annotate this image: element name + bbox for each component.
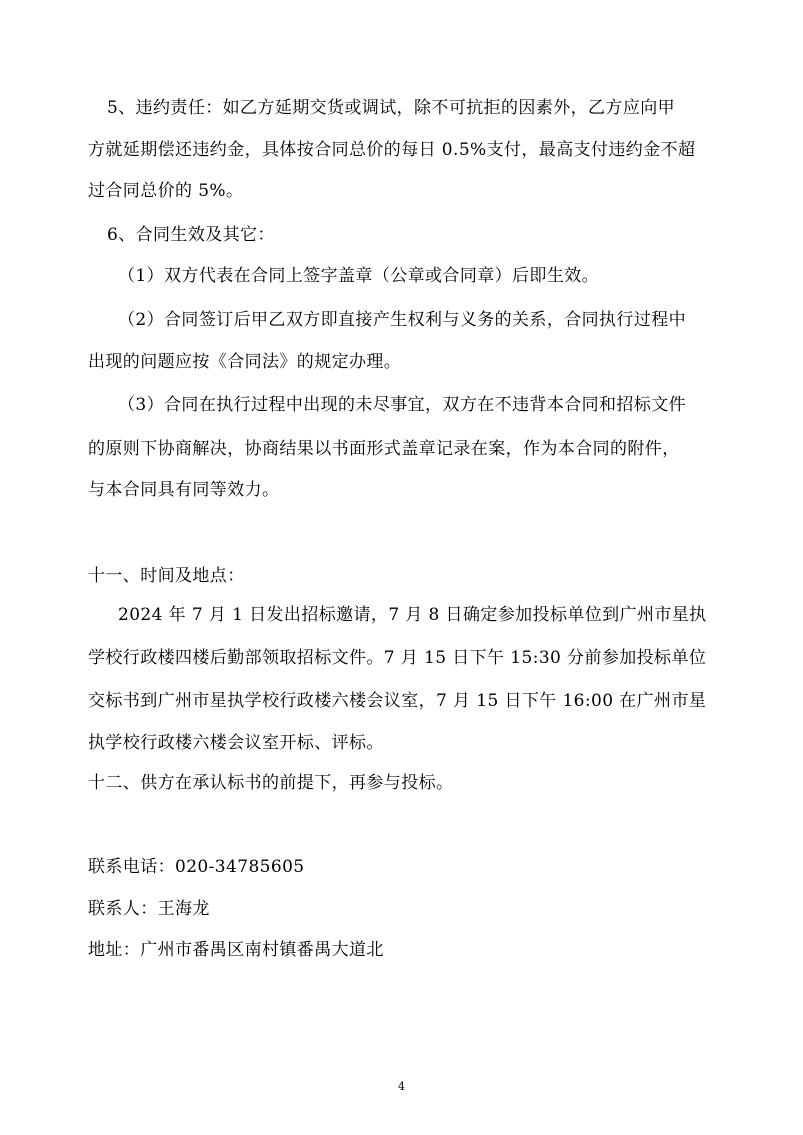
item5-line2: 方就延期偿还违约金，具体按合同总价的每日 0.5%支付，最高支付违约金不超 <box>88 140 696 160</box>
item6-sub3-line3: 与本合同具有同等效力。 <box>88 480 280 500</box>
item6-sub2-line1: （2）合同签订后甲乙双方即直接产生权利与义务的关系，合同执行过程中 <box>118 310 687 330</box>
section-eleven-line3: 交标书到广州市星执学校行政楼六楼会议室，7 月 15 日下午 16:00 在广州市星 <box>88 691 707 711</box>
item6-sub3-line1: （3）合同在执行过程中出现的未尽事宜，双方在不违背本合同和招标文件 <box>118 395 687 415</box>
contact-person: 联系人：王海龙 <box>88 899 210 919</box>
item6-sub1: （1）双方代表在合同上签字盖章（公章或合同章）后即生效。 <box>118 266 600 286</box>
contact-address: 地址：广州市番禺区南村镇番禺大道北 <box>88 940 384 960</box>
section-eleven-line2: 学校行政楼四楼后勤部领取招标文件。7 月 15 日下午 15:30 分前参加投标单位 <box>88 648 707 668</box>
item6-sub2-line2: 出现的问题应按《合同法》的规定办理。 <box>88 352 402 372</box>
section-eleven-heading: 十一、时间及地点： <box>88 566 245 586</box>
section-twelve-text: 十二、供方在承认标书的前提下，再参与投标。 <box>88 773 454 793</box>
section-eleven-line4: 执学校行政楼六楼会议室开标、评标。 <box>88 733 384 753</box>
section-eleven-line1: 2024 年 7 月 1 日发出招标邀请，7 月 8 日确定参加投标单位到广州市星执 <box>118 605 707 625</box>
item6-heading: 6、合同生效及其它： <box>107 225 275 245</box>
page-number: 4 <box>398 1080 405 1093</box>
contact-phone: 联系电话：020-34785605 <box>88 857 305 877</box>
item5-line3: 过合同总价的 5%。 <box>88 181 244 201</box>
item6-sub3-line2: 的原则下协商解决，协商结果以书面形式盖章记录在案，作为本合同的附件， <box>88 439 680 459</box>
item5-line1: 5、违约责任：如乙方延期交货或调试，除不可抗拒的因素外，乙方应向甲 <box>107 98 676 118</box>
